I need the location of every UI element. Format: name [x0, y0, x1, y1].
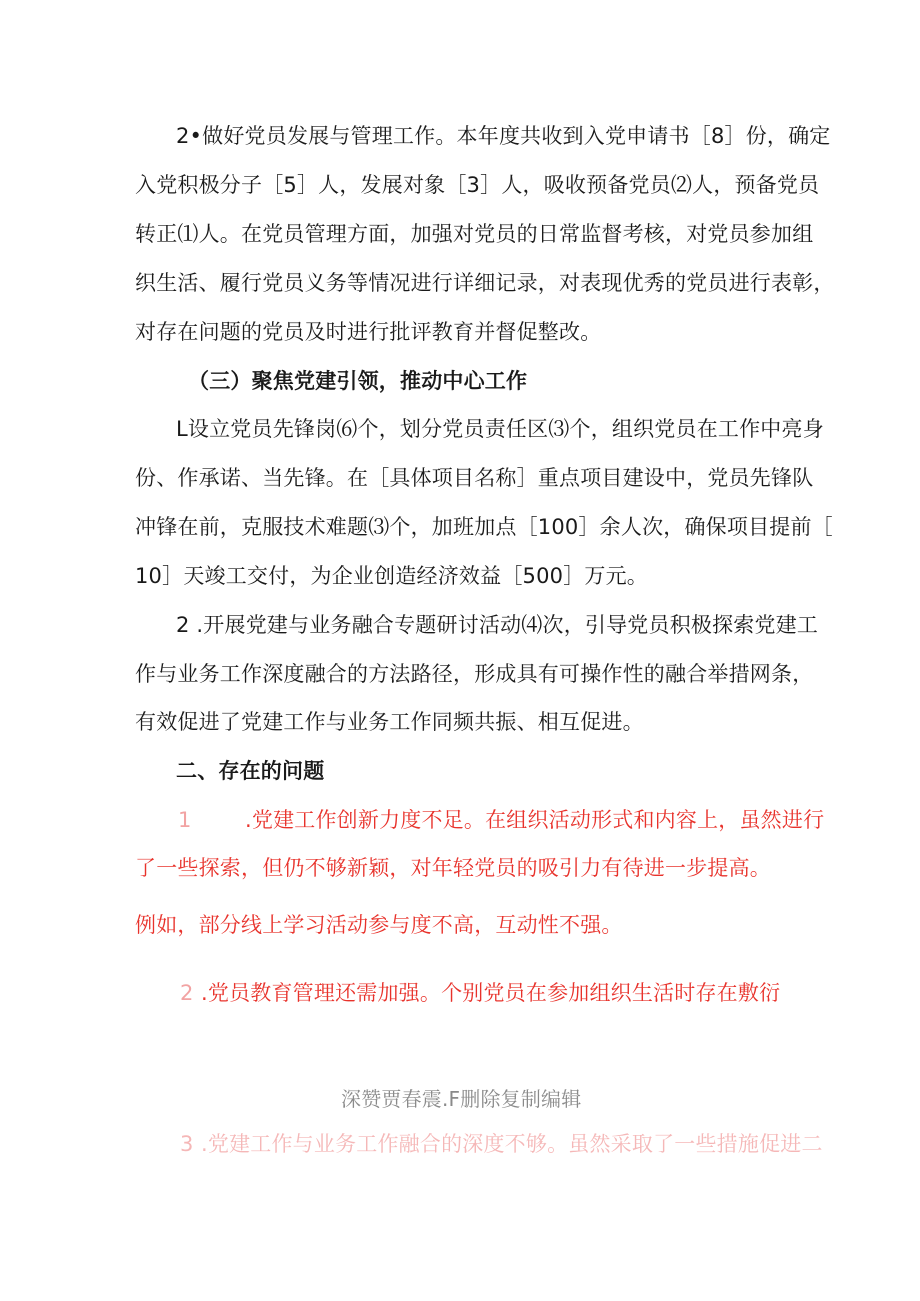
- text-line: 2 .开展党建与业务融合专题研讨活动⑷次，引导党员积极探索党建工: [176, 613, 819, 637]
- problem-number: 3: [180, 1132, 194, 1156]
- section-heading: （三）聚焦党建引领，推动中心工作: [188, 369, 528, 393]
- text-line: 对存在问题的党员及时进行批评教育并督促整改。: [135, 320, 602, 344]
- watermark-text: 深赞贾春震.F删除复制编辑: [341, 1087, 582, 1111]
- text-line: .党建工作创新力度不足。在组织活动形式和内容上，虽然进行: [245, 808, 825, 832]
- problem-number: 1: [178, 808, 192, 832]
- text-line: 转正⑴人。在党员管理方面，加强对党员的日常监督考核，对党员参加组: [135, 222, 814, 246]
- text-line: 份、作承诺、当先锋。在［具体项目名称］重点项目建设中，党员先锋队: [135, 466, 814, 490]
- text-line: 冲锋在前，克服技术难题⑶个，加班加点［100］余人次，确保项目提前［: [135, 515, 833, 539]
- text-line: 入党积极分子［5］人，发展对象［3］人，吸收预备党员⑵人，预备党员: [135, 173, 820, 197]
- problem-number: 2: [180, 981, 194, 1005]
- text-line: .党建工作与业务工作融合的深度不够。虽然采取了一些措施促进二: [201, 1132, 823, 1156]
- text-line: L设立党员先锋岗⑹个，划分党员责任区⑶个，组织党员在工作中亮身: [176, 417, 824, 441]
- problems-heading: 二、存在的问题: [176, 759, 325, 783]
- text-line: 作与业务工作深度融合的方法路径，形成具有可操作性的融合举措网条，: [135, 662, 814, 686]
- text-line: 织生活、履行党员义务等情况进行详细记录，对表现优秀的党员进行表彰，: [135, 271, 835, 295]
- text-line: 有效促进了党建工作与业务工作同频共振、相互促进。: [135, 710, 644, 734]
- text-line: 2•做好党员发展与管理工作。本年度共收到入党申请书［8］份，确定: [176, 124, 831, 148]
- text-line: .党员教育管理还需加强。个别党员在参加组织生活时存在敷衍: [201, 981, 781, 1005]
- text-line: 例如，部分线上学习活动参与度不高，互动性不强。: [135, 913, 623, 937]
- text-line: 10］天竣工交付，为企业创造经济效益［500］万元。: [135, 564, 649, 588]
- text-line: 了一些探索，但仍不够新颖，对年轻党员的吸引力有待进一步提高。: [135, 856, 771, 880]
